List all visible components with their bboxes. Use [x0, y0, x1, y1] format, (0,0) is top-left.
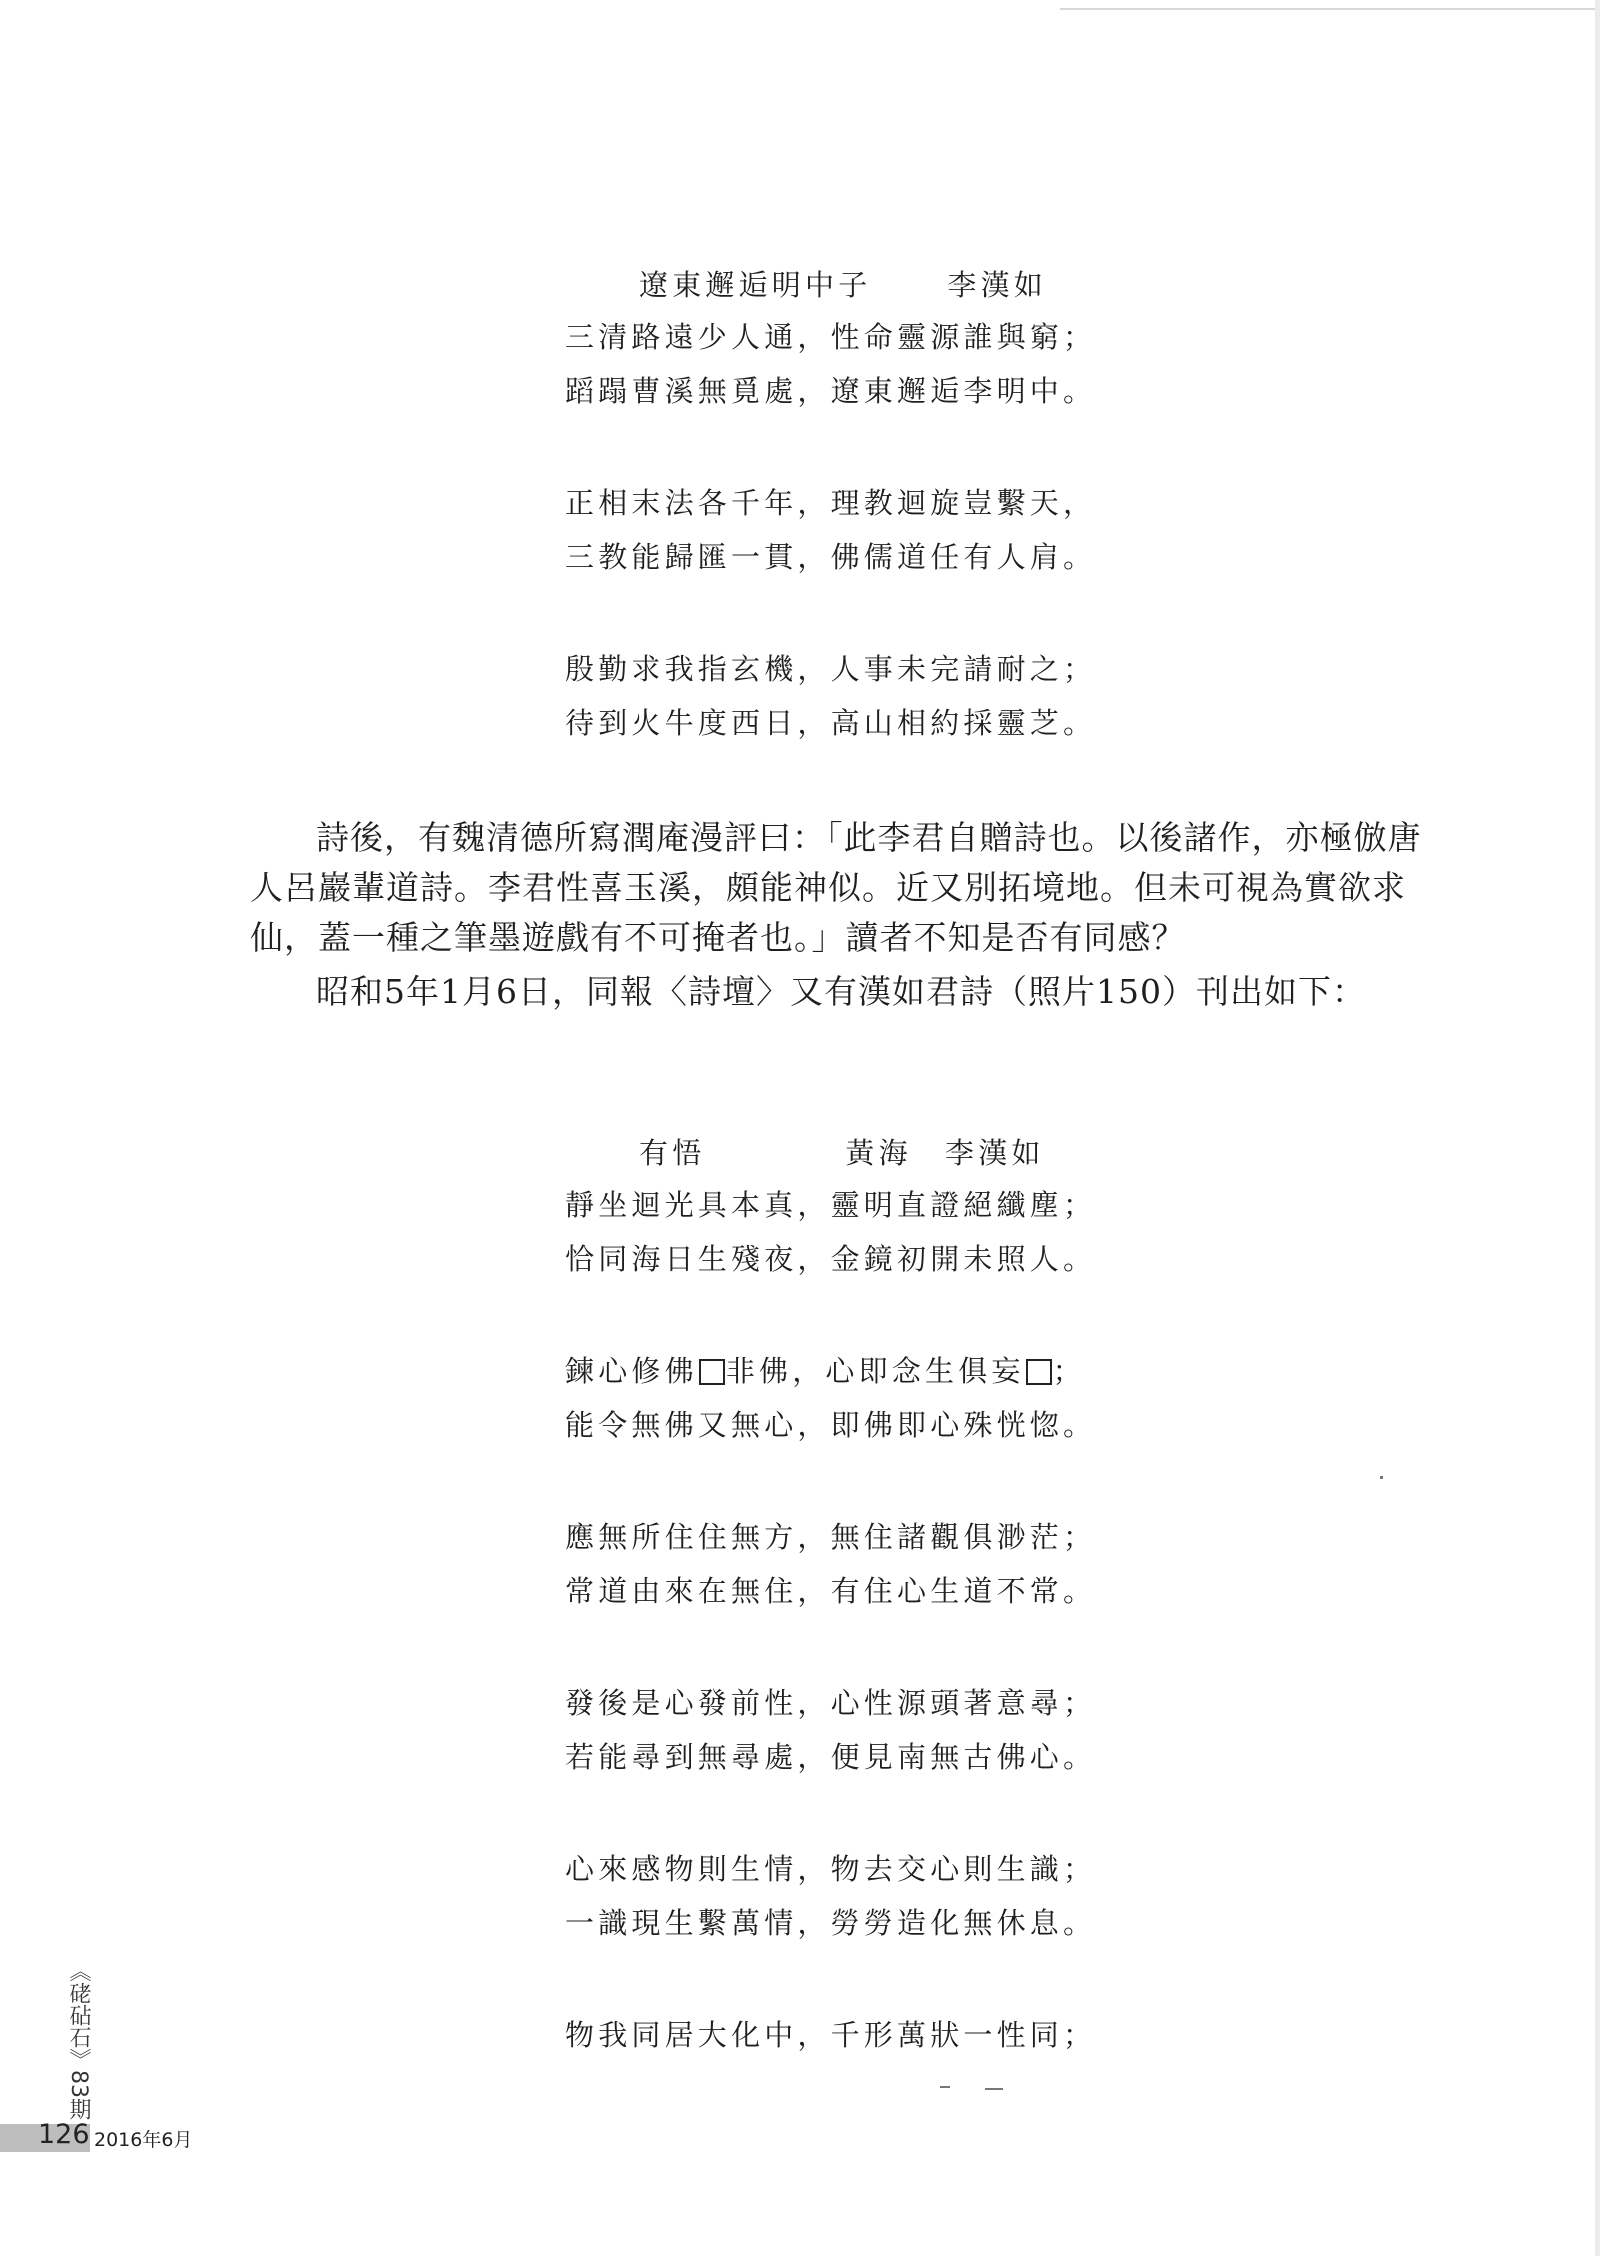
poem-1	[565, 256, 1096, 750]
poem-line: 靜坐迴光具本真，靈明直證絕纖塵；	[565, 1188, 1097, 1222]
missing-character-box	[699, 1359, 725, 1385]
poem-line: 正相末法各千年，理教迴旋豈繫天，	[565, 486, 1097, 520]
poem-fragment: ；	[1052, 1354, 1086, 1388]
poem-1-title: 遼東邂逅明中子	[639, 267, 872, 302]
poem-line-with-missing-chars	[565, 1344, 1096, 1398]
poem-line: 能令無佛又無心，即佛即心殊恍惚。	[565, 1408, 1097, 1442]
poem-fragment: 非佛，心即念生俱妄	[725, 1354, 1025, 1388]
poem-2-heading	[565, 1124, 1096, 1178]
poem-line: 應無所住住無方，無住諸觀俱渺茫；	[565, 1520, 1097, 1554]
page-edge-shadow	[1595, 0, 1600, 2256]
poem-fragment: 鍊心修佛	[565, 1354, 698, 1388]
prose-paragraph: 昭和5年1月6日，同報〈詩壇〉又有漢如君詩（照片150）刊出如下：	[316, 972, 1366, 1011]
poem-line: 殷勤求我指玄機，人事未完請耐之；	[565, 652, 1097, 686]
scan-mark	[985, 2088, 1003, 2090]
poem-line: 心來感物則生情，物去交心則生識；	[565, 1852, 1097, 1886]
prose-body	[250, 813, 1450, 1017]
poem-line: 常道由來在無住，有住心生道不常。	[565, 1574, 1097, 1608]
poem-line: 若能尋到無尋處，便見南無古佛心。	[565, 1740, 1097, 1774]
poem-line: 蹈蹋曹溪無覓處，遼東邂逅李明中。	[565, 374, 1097, 408]
poem-line: 待到火牛度西日，高山相約採靈芝。	[565, 706, 1097, 740]
page-number: 126	[38, 2119, 90, 2150]
missing-character-box	[1026, 1359, 1052, 1385]
poem-2-author: 黃海 李漢如	[845, 1135, 1045, 1170]
scan-mark	[940, 2086, 950, 2088]
poem-line: 三清路遠少人通，性命靈源誰與窮；	[565, 320, 1097, 354]
poem-line: 三教能歸匯一貫，佛儒道任有人肩。	[565, 540, 1097, 574]
poem-2	[565, 1124, 1096, 2062]
poem-1-heading	[565, 256, 1096, 310]
poem-line: 發後是心發前性，心性源頭著意尋；	[565, 1686, 1097, 1720]
poem-1-author: 李漢如	[947, 267, 1048, 302]
poem-line: 一識現生繫萬情，勞勞造化無休息。	[565, 1906, 1097, 1940]
poem-line: 恰同海日生殘夜，金鏡初開未照人。	[565, 1242, 1097, 1276]
journal-title-vertical: 《硓砧石》83期	[66, 1960, 91, 2120]
poem-line: 物我同居大化中，千形萬狀一性同；	[565, 2018, 1097, 2052]
prose-paragraph: 詩後，有魏清德所寫潤庵漫評曰：「此李君自贈詩也。以後諸作，亦極倣唐人呂巖輩道詩。李君性喜玉溪，頗能神似。近又別拓境地。但未可視為實欲求仙，蓋一種之筆墨遊戲有不可掩者也。」讀者不知是否有同感？	[250, 818, 1422, 957]
scan-mark	[1380, 1476, 1383, 1479]
poem-2-title: 有悟	[639, 1135, 706, 1170]
issue-date: 2016年6月	[94, 2129, 193, 2151]
top-border-line	[1060, 0, 1600, 10]
